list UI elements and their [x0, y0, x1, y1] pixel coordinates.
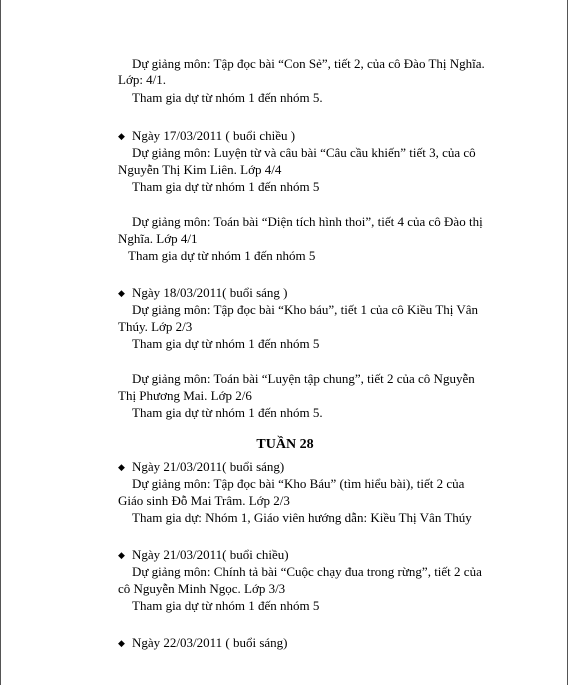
paragraph-line: Dự giảng môn: Tập đọc bài “Con Sẻ”, tiết 2, của cô Đào Thị Nghĩa. — [132, 56, 485, 71]
paragraph-line: Tham gia dự từ nhóm 1 đến nhóm 5 — [132, 598, 320, 613]
paragraph-line: Tham gia dự từ nhóm 1 đến nhóm 5. — [132, 90, 323, 105]
entry-date: Ngày 22/03/2011 ( buổi sáng) — [132, 635, 288, 650]
paragraph-line: Nghĩa. Lớp 4/1 — [118, 231, 198, 246]
paragraph-line: Tham gia dự từ nhóm 1 đến nhóm 5 — [132, 336, 320, 351]
paragraph-line: Tham gia dự: Nhóm 1, Giáo viên hướng dẫn: Kiều Thị Vân Thúy — [132, 510, 472, 525]
paragraph-line: Lớp: 4/1. — [118, 72, 167, 87]
paragraph-line: Tham gia dự từ nhóm 1 đến nhóm 5 — [132, 179, 320, 194]
paragraph-line: Dự giảng môn: Tập đọc bài “Kho báu”, tiết 1 của cô Kiều Thị Vân — [132, 302, 479, 317]
paragraph-line: Thúy. Lớp 2/3 — [118, 319, 193, 334]
entry-date: Ngày 18/03/2011( buổi sáng ) — [132, 285, 288, 300]
date-entry — [118, 459, 284, 475]
paragraph-line: Dự giảng môn: Toán bài “Diện tích hình thoi”, tiết 4 của cô Đào thị — [132, 214, 483, 229]
paragraph-line: Giáo sinh Đỗ Mai Trâm. Lớp 2/3 — [118, 493, 290, 508]
entry-date: Ngày 21/03/2011( buổi sáng) — [132, 459, 285, 474]
entry-date: Ngày 17/03/2011 ( buổi chiều ) — [132, 128, 296, 143]
diamond-bullet-icon: ◆ — [118, 288, 125, 298]
date-entry — [118, 547, 289, 563]
paragraph-line: Thị Phương Mai. Lớp 2/6 — [118, 388, 252, 403]
paragraph-line: Nguyễn Thị Kim Liên. Lớp 4/4 — [118, 162, 282, 177]
date-entry — [118, 128, 295, 144]
diamond-bullet-icon: ◆ — [118, 462, 125, 472]
paragraph-line: Tham gia dự từ nhóm 1 đến nhóm 5. — [132, 405, 323, 420]
date-entry — [118, 285, 288, 301]
week-heading: TUẦN 28 — [256, 437, 314, 452]
entry-date: Ngày 21/03/2011( buổi chiều) — [132, 547, 289, 562]
paragraph-line: Dự giảng môn: Toán bài “Luyện tập chung”, tiết 2 của cô Nguyễn — [132, 371, 475, 386]
paragraph-line: Dự giảng môn: Tập đọc bài “Kho Báu” (tìm hiểu bài), tiết 2 của — [132, 476, 465, 491]
diamond-bullet-icon: ◆ — [118, 131, 125, 141]
date-entry — [118, 635, 288, 651]
paragraph-line: Tham gia dự từ nhóm 1 đến nhóm 5 — [128, 248, 316, 263]
diamond-bullet-icon: ◆ — [118, 638, 125, 648]
diamond-bullet-icon: ◆ — [118, 550, 125, 560]
paragraph-line: Dự giảng môn: Luyện từ và câu bài “Câu cầu khiến” tiết 3, của cô — [132, 145, 476, 160]
paragraph-line: Dự giảng môn: Chính tả bài “Cuộc chạy đua trong rừng”, tiết 2 của — [132, 564, 482, 579]
paragraph-line: cô Nguyễn Minh Ngọc. Lớp 3/3 — [118, 581, 286, 596]
